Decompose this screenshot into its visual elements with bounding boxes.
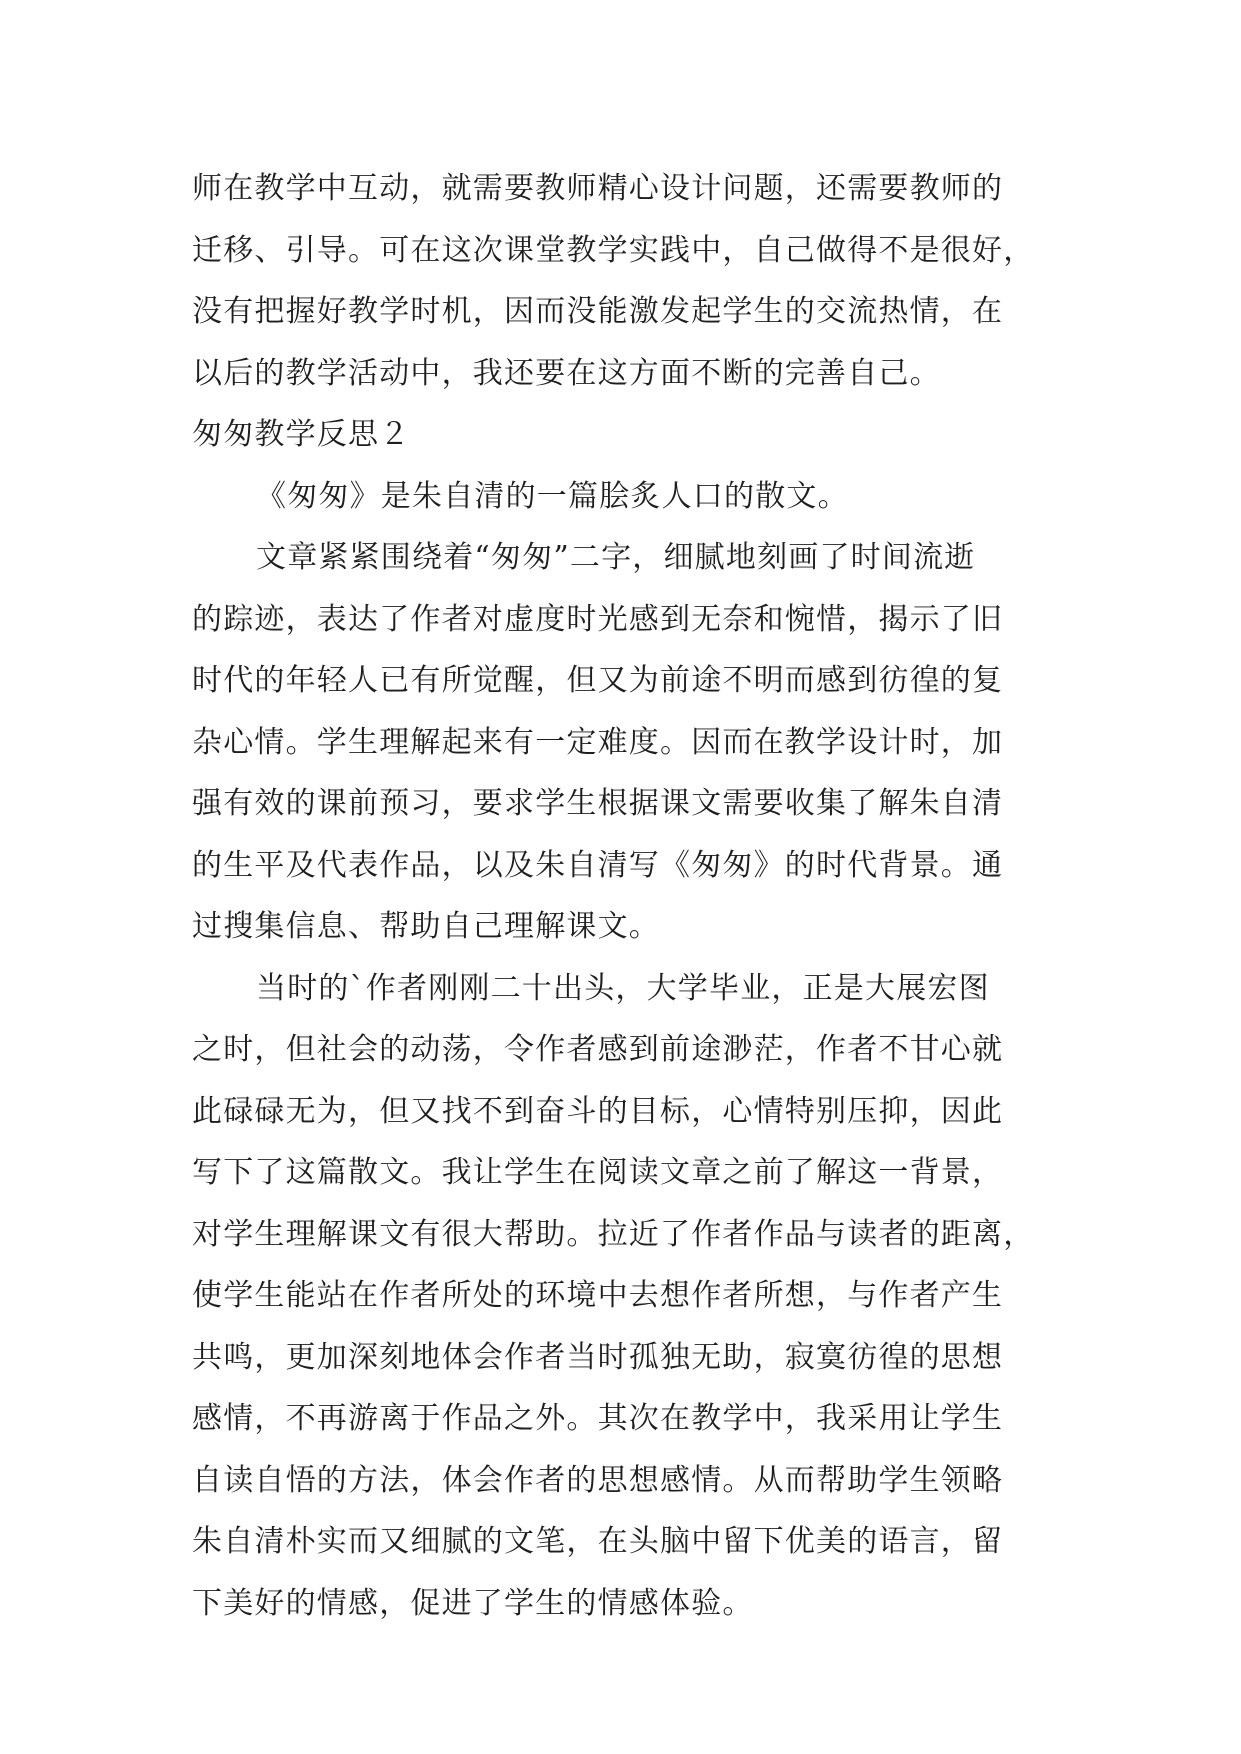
paragraph-1-line: 《匆匆》是朱自清的一篇脍炙人口的散文。 bbox=[256, 478, 849, 514]
intro-line: 师在教学中互动，就需要教师精心设计问题，还需要教师的 bbox=[192, 171, 1004, 206]
paragraph-3-line: 朱自清朴实而又细腻的文笔，在头脑中留下优美的语言，留 bbox=[192, 1524, 1004, 1559]
paragraph-3-line: 感情，不再游离于作品之外。其次在教学中，我采用让学生 bbox=[192, 1401, 1004, 1436]
paragraph-3-line: 之时，但社会的动荡，令作者感到前途渺茫，作者不甘心就 bbox=[192, 1032, 1004, 1067]
paragraph-3-line: 对学生理解课文有很大帮助。拉近了作者作品与读者的距离， bbox=[192, 1216, 1035, 1252]
paragraph-2-line: 过搜集信息、帮助自己理解课文。 bbox=[192, 909, 660, 944]
section-title: 匆匆教学反思２ bbox=[192, 417, 411, 452]
paragraph-3-line: 使学生能站在作者所处的环境中去想作者所想，与作者产生 bbox=[192, 1278, 1004, 1313]
document-body bbox=[192, 158, 1052, 1634]
paragraph-2-line: 杂心情。学生理解起来有一定难度。因而在教学设计时，加 bbox=[192, 724, 1004, 760]
paragraph-3-line: 当时的`作者刚刚二十出头，大学毕业，正是大展宏图 bbox=[256, 970, 990, 1006]
paragraph-2-line: 的生平及代表作品，以及朱自清写《匆匆》的时代背景。通 bbox=[192, 847, 1004, 883]
paragraph-2-line: 文章紧紧围绕着“匆匆”二字，细腻地刻画了时间流逝 bbox=[256, 540, 976, 575]
paragraph-3-line: 此碌碌无为，但又找不到奋斗的目标，心情特别压抑，因此 bbox=[192, 1093, 1004, 1129]
intro-line: 迁移、引导。可在这次课堂教学实践中，自己做得不是很好， bbox=[192, 232, 1035, 268]
paragraph-3-line: 自读自悟的方法，体会作者的思想感情。从而帮助学生领略 bbox=[192, 1462, 1004, 1498]
paragraph-2-line: 时代的年轻人已有所觉醒，但又为前途不明而感到彷徨的复 bbox=[192, 663, 1004, 698]
paragraph-3-line: 共鸣，更加深刻地体会作者当时孤独无助，寂寞彷徨的思想 bbox=[192, 1339, 1004, 1375]
paragraph-3-line: 写下了这篇散文。我让学生在阅读文章之前了解这一背景， bbox=[192, 1155, 1004, 1190]
paragraph-2-line: 的踪迹，表达了作者对虚度时光感到无奈和惋惜，揭示了旧 bbox=[192, 601, 1004, 637]
paragraph-3-line: 下美好的情感，促进了学生的情感体验。 bbox=[192, 1585, 754, 1621]
intro-line: 没有把握好教学时机，因而没能激发起学生的交流热情，在 bbox=[192, 294, 1004, 329]
paragraph-2-line: 强有效的课前预习，要求学生根据课文需要收集了解朱自清 bbox=[192, 786, 1004, 821]
intro-line: 以后的教学活动中，我还要在这方面不断的完善自己。 bbox=[192, 355, 941, 391]
